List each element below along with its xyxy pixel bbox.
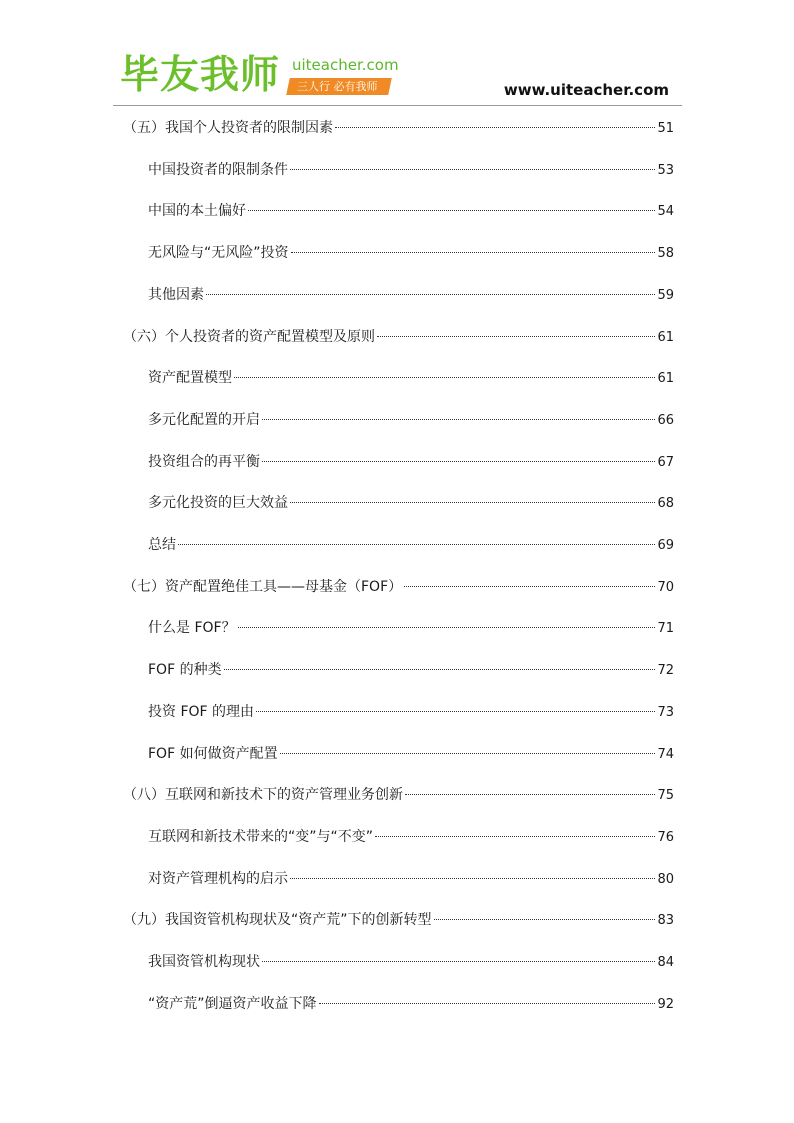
toc-entry-page: 73 — [657, 704, 674, 720]
toc-entry[interactable] — [148, 700, 674, 724]
toc-entry-page: 84 — [657, 955, 674, 970]
toc-entry-page: 53 — [657, 162, 674, 178]
logo-slogan-text: 三人行 必有我师 — [297, 80, 378, 93]
page-header — [0, 0, 794, 110]
toc-dot-leader — [290, 878, 655, 879]
toc-entry[interactable] — [148, 450, 674, 474]
toc-entry-page: 68 — [657, 496, 674, 512]
toc-entry-page: 75 — [657, 788, 674, 804]
toc-entry-title: 互联网和新技术带来的“变”与“不变” — [148, 828, 374, 845]
toc-entry-page: 72 — [657, 663, 674, 679]
toc-entry-page: 51 — [657, 121, 674, 136]
toc-entry-page: 61 — [657, 329, 674, 345]
toc-entry-title: （六）个人投资者的资产配置模型及原则 — [123, 328, 375, 345]
toc-entry[interactable] — [123, 325, 674, 349]
toc-entry-page: 69 — [657, 538, 674, 553]
toc-dot-leader — [248, 210, 655, 211]
toc-entry-title: FOF 的种类 — [148, 662, 222, 679]
toc-entry-title: 中国的本土偏好 — [148, 203, 246, 220]
toc-dot-leader — [256, 711, 655, 712]
toc-entry-title: 多元化投资的巨大效益 — [148, 495, 288, 512]
toc-entry[interactable] — [148, 533, 674, 557]
toc-entry-page: 74 — [657, 746, 674, 762]
toc-entry-title: （九）我国资管机构现状及“资产荒”下的创新转型 — [123, 912, 432, 929]
toc-dot-leader — [234, 377, 655, 378]
toc-entry-title: FOF 如何做资产配置 — [148, 745, 278, 762]
toc-dot-leader — [224, 669, 656, 670]
toc-dot-leader — [404, 586, 655, 587]
logo-text: 毕友我师 — [120, 53, 281, 98]
toc-entry[interactable] — [148, 491, 674, 515]
toc-dot-leader — [335, 127, 655, 128]
toc-entry-title: （七）资产配置绝佳工具——母基金（FOF） — [123, 578, 403, 595]
toc-dot-leader — [405, 794, 655, 795]
toc-entry-page: 67 — [657, 454, 674, 470]
toc-entry-page: 80 — [657, 871, 674, 887]
toc-entry[interactable] — [148, 742, 674, 766]
toc-dot-leader — [319, 1003, 656, 1004]
toc-dot-leader — [178, 544, 655, 545]
toc-entry[interactable] — [148, 241, 674, 265]
toc-entry-title: （八）互联网和新技术下的资产管理业务创新 — [123, 787, 403, 804]
toc-entry-title: 无风险与“无风险”投资 — [148, 245, 289, 262]
toc-dot-leader — [262, 961, 655, 962]
toc-entry-page: 54 — [657, 204, 674, 220]
toc-entry-page: 70 — [657, 579, 674, 595]
toc-entry[interactable] — [123, 575, 674, 599]
toc-dot-leader — [434, 919, 656, 920]
toc-entry-page: 59 — [657, 287, 674, 303]
toc-entry-page: 61 — [657, 371, 674, 387]
toc-entry-title: 对资产管理机构的启示 — [148, 870, 288, 887]
toc-entry-title: 其他因素 — [148, 286, 204, 303]
toc-entry[interactable] — [148, 867, 674, 891]
toc-entry-title: 什么是 FOF？ — [148, 620, 236, 637]
toc-entry[interactable] — [123, 908, 674, 932]
toc-entry-title: 多元化配置的开启 — [148, 411, 260, 428]
toc-dot-leader — [377, 336, 655, 337]
toc-dot-leader — [238, 627, 656, 628]
toc-entry-title: 资产配置模型 — [148, 370, 232, 387]
toc-entry-page: 83 — [657, 913, 674, 929]
toc-entry[interactable] — [148, 658, 674, 682]
toc-entry-page: 58 — [657, 246, 674, 262]
site-url[interactable]: www.uiteacher.com — [503, 81, 669, 99]
toc-entry-page: 71 — [657, 621, 674, 637]
logo-domain: uiteacher.com — [292, 56, 399, 74]
toc-entry[interactable] — [148, 408, 674, 432]
toc-entry-page: 92 — [657, 996, 674, 1012]
toc-entry[interactable] — [148, 616, 674, 640]
toc-dot-leader — [206, 294, 655, 295]
toc-entry-title: （五）我国个人投资者的限制因素 — [123, 120, 333, 136]
toc-entry-title: 中国投资者的限制条件 — [148, 161, 288, 178]
toc-entry-title: 总结 — [148, 537, 176, 553]
toc-entry-title: 我国资管机构现状 — [148, 954, 260, 970]
toc-entry-title: 投资组合的再平衡 — [148, 453, 260, 470]
toc-dot-leader — [375, 836, 655, 837]
toc-entry[interactable] — [123, 116, 674, 140]
toc-dot-leader — [262, 461, 655, 462]
toc-entry-title: “资产荒”倒逼资产收益下降 — [148, 995, 317, 1012]
toc-entry[interactable] — [123, 783, 674, 807]
toc-dot-leader — [291, 252, 656, 253]
header-divider — [113, 105, 682, 106]
toc-entry[interactable] — [148, 825, 674, 849]
toc-entry[interactable] — [148, 283, 674, 307]
toc-entry-page: 76 — [657, 829, 674, 845]
toc-entry[interactable] — [148, 992, 674, 1016]
logo-slogan — [286, 78, 391, 95]
toc-entry[interactable] — [148, 950, 674, 974]
toc-entry[interactable] — [148, 366, 674, 390]
toc-entry[interactable] — [148, 158, 674, 182]
toc-dot-leader — [280, 753, 656, 754]
toc-dot-leader — [290, 502, 655, 503]
toc-dot-leader — [290, 169, 655, 170]
toc-entry-page: 66 — [657, 412, 674, 428]
toc-entry-title: 投资 FOF 的理由 — [148, 703, 255, 720]
toc-dot-leader — [262, 419, 655, 420]
toc-entry[interactable] — [148, 199, 674, 223]
